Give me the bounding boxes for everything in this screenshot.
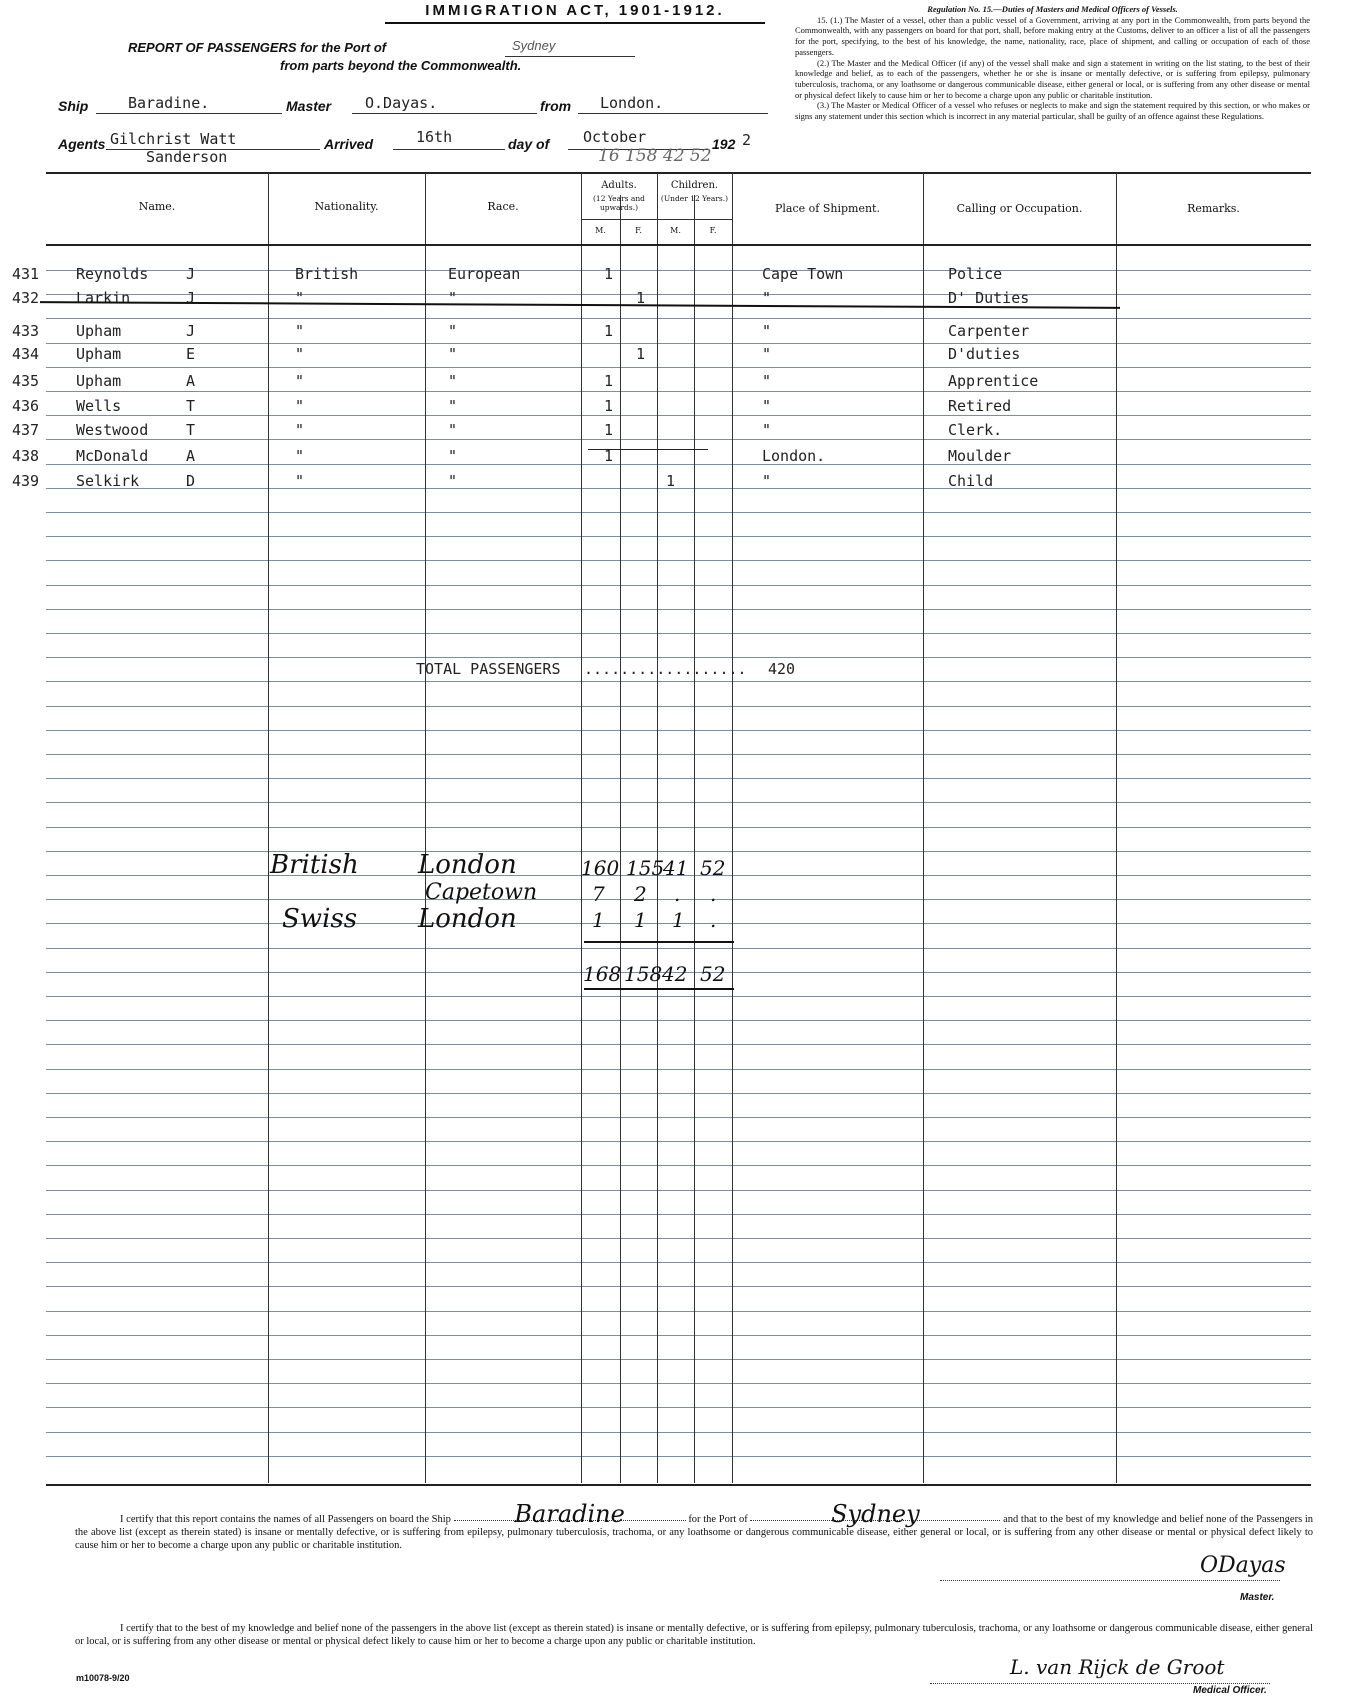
col-divider-nationality [425, 173, 426, 1483]
agents-field: Gilchrist Watt [110, 130, 237, 148]
place-of-shipment: " [762, 397, 772, 415]
day-of-label: day of [508, 136, 550, 152]
ruled-line [46, 1383, 1311, 1384]
header-children-sub: (Under 12 Years.) [660, 194, 729, 203]
year-suffix: 2 [742, 131, 752, 149]
ruled-line [46, 1165, 1311, 1166]
place-of-shipment: " [762, 372, 772, 390]
passenger-initial: T [186, 421, 196, 439]
row-number: 433 [12, 322, 40, 340]
passenger-nationality: " [295, 447, 305, 465]
ruled-line [46, 318, 1311, 319]
ruled-line [46, 439, 1311, 440]
passenger-race: " [448, 289, 458, 307]
port-field: Sydney [512, 38, 556, 53]
passenger-race: " [448, 397, 458, 415]
passenger-nationality: British [295, 265, 359, 283]
ruled-line [46, 415, 1311, 416]
arrived-label: Arrived [324, 136, 374, 152]
child-male-count: 1 [666, 472, 676, 490]
adult-male-count: 1 [604, 447, 614, 465]
passenger-initial: J [186, 265, 196, 283]
passenger-nationality: " [295, 397, 305, 415]
total-leader: .................. [584, 660, 747, 678]
summary-adult-female: 155 [626, 856, 665, 880]
agents-label: Agents [58, 136, 106, 152]
summary-child-female: . [710, 908, 717, 932]
header-children: Children. [670, 180, 719, 191]
master-cert-port-label: for the Port of [688, 1514, 748, 1525]
summary-adult-male: 160 [581, 856, 620, 880]
row-number: 431 [12, 265, 40, 283]
summary-total-adult-male: 168 [583, 962, 622, 986]
master-cert-intro: I certify that this report contains the names of all Passengers on board the Ship [120, 1514, 451, 1525]
passenger-race: " [448, 447, 458, 465]
row-number: 437 [12, 421, 40, 439]
adult-male-count: 1 [604, 265, 614, 283]
ruled-line [46, 464, 1311, 465]
col-divider-calling [1116, 173, 1117, 1483]
ruled-line [46, 585, 1311, 586]
ruled-line [46, 1432, 1311, 1433]
passenger-name: Westwood [76, 421, 149, 439]
medical-certificate [75, 1622, 1313, 1648]
passenger-initial: A [186, 447, 196, 465]
header-adults: Adults. [601, 180, 637, 191]
master-cert-body: and that to the best of my knowledge and belief none of the Passengers in the above list (except as therein stated) is insane or mentally defective, or is suffering from epilepsy, pulmonary tuberculosis, trachoma, or any loathsome or dangerous communicable disease, either general or local, or is suffering from any other disease or mental or physical defect likely to cause him or her to become a charge upon any public or charitable institution. [75, 1514, 1314, 1551]
ruled-line [46, 1069, 1311, 1070]
ruled-line [46, 1262, 1311, 1263]
occupation: Child [948, 472, 994, 490]
ship-field: Baradine. [128, 94, 210, 112]
ruled-line [46, 391, 1311, 392]
adult-male-count: 1 [604, 397, 614, 415]
passenger-initial: J [186, 322, 196, 340]
header-calling: Calling or Occupation. [956, 202, 1083, 215]
summary-place: London [418, 850, 517, 880]
master-label: Master [286, 98, 332, 114]
summary-total-adult-female: 158 [624, 962, 663, 986]
ruled-line [46, 948, 1311, 949]
passenger-nationality: " [295, 472, 305, 490]
from-field: London. [600, 94, 664, 112]
passenger-initial: T [186, 397, 196, 415]
passenger-race: " [448, 372, 458, 390]
ruled-line [46, 1044, 1311, 1045]
summary-sum-line [584, 941, 734, 943]
col-divider-race [581, 173, 582, 1483]
place-of-shipment: London. [762, 447, 826, 465]
summary-adult-female: 1 [634, 908, 647, 932]
passenger-name: Reynolds [76, 265, 149, 283]
summary-child-female: 52 [700, 856, 726, 880]
header-adults-sub: (12 Years and upwards.) [593, 194, 645, 212]
passenger-initial: E [186, 345, 196, 363]
ship-label: Ship [58, 98, 89, 114]
handwritten-totals-note: 16 158 42 52 [598, 146, 712, 166]
passenger-nationality: " [295, 289, 305, 307]
summary-adult-male: 7 [592, 882, 605, 906]
ruled-line [46, 270, 1311, 271]
ruled-line [46, 851, 1311, 852]
header-children-f: F. [709, 226, 717, 235]
medical-signature: L. van Rijck de Groot [1010, 1655, 1225, 1679]
passenger-race: " [448, 472, 458, 490]
from-label: from [540, 98, 572, 114]
row-number: 436 [12, 397, 40, 415]
ruled-line [46, 609, 1311, 610]
passenger-name: Wells [76, 397, 122, 415]
row-number: 439 [12, 472, 40, 490]
ruled-line [46, 367, 1311, 368]
month-field: October [583, 128, 647, 146]
summary-adult-male: 1 [592, 908, 605, 932]
summary-adult-female: 2 [634, 882, 647, 906]
passenger-race: European [448, 265, 521, 283]
form-code: m10078-9/20 [76, 1673, 130, 1683]
master-cert-ship: Baradine [454, 1508, 686, 1521]
passenger-nationality: " [295, 372, 305, 390]
ruled-line [46, 1335, 1311, 1336]
summary-child-female: . [710, 882, 717, 906]
passenger-name: Upham [76, 345, 122, 363]
header-remarks: Remarks. [1187, 202, 1240, 215]
master-signature-line [940, 1580, 1280, 1581]
master-signature: ODayas [1200, 1553, 1286, 1578]
occupation: D'duties [948, 345, 1021, 363]
regulation-para-2: (2.) The Master and the Medical Officer (if any) of the vessel shall make and sign a statement in writing on the list stating, to the best of their knowledge and belief, as to each of the passengers, whether he or she is insane or mentally defective, or is suffering from epilepsy, pulmonary tuberculosis, trachoma, or any loathsome or dangerous communicable disease, either general or local, or is suffering from any other disease or mental or physical defect likely to cause him or her to become a charge upon any public or charitable institution. [795, 57, 1310, 100]
passenger-initial: J [186, 289, 196, 307]
ruled-line [46, 294, 1311, 295]
col-divider-child-mf [694, 195, 695, 1483]
master-certificate [75, 1500, 1314, 1552]
header-name: Name. [138, 200, 176, 213]
header-place: Place of Shipment. [775, 202, 880, 215]
ruled-line [46, 633, 1311, 634]
ruled-line [46, 1407, 1311, 1408]
ruled-line [46, 730, 1311, 731]
ruled-line [46, 536, 1311, 537]
ruled-line [46, 1359, 1311, 1360]
row-number: 432 [12, 289, 40, 307]
place-of-shipment: " [762, 421, 772, 439]
ruled-line [46, 802, 1311, 803]
place-of-shipment: " [762, 345, 772, 363]
passenger-name: Selkirk [76, 472, 140, 490]
passenger-name: Upham [76, 322, 122, 340]
place-of-shipment: " [762, 289, 772, 307]
master-label: Master. [1240, 1592, 1275, 1603]
regulation-para-1: 15. (1.) The Master of a vessel, other than a public vessel of a Government, arriving at any port in the Commonwealth, from parts beyond the Commonwealth, with any passengers on board for that port, shall, before making entry at the Customs, deliver to an officer a list of all the passengers for the port, specifying, to the best of his knowledge, the name, nationality, race, place of shipment, and calling or occupation of each of those passengers. [795, 14, 1310, 57]
agents-field-line2: Sanderson [146, 148, 228, 166]
place-of-shipment: Cape Town [762, 265, 844, 283]
summary-place: London [418, 904, 517, 934]
ruled-line [46, 706, 1311, 707]
summary-child-male: 41 [663, 856, 689, 880]
act-title: IMMIGRATION ACT, 1901-1912. [385, 2, 765, 24]
passenger-race: " [448, 322, 458, 340]
ruled-line [46, 1311, 1311, 1312]
place-of-shipment: " [762, 322, 772, 340]
master-field: O.Dayas. [365, 94, 438, 112]
passenger-name: McDonald [76, 447, 149, 465]
total-label: TOTAL PASSENGERS [416, 660, 561, 678]
header-nationality: Nationality. [314, 200, 379, 213]
medical-officer-label: Medical Officer. [1193, 1685, 1267, 1696]
passenger-race: " [448, 345, 458, 363]
summary-total-underline [584, 988, 734, 990]
rule-under-adults [588, 449, 708, 450]
ruled-line [46, 657, 1311, 658]
row-number: 438 [12, 447, 40, 465]
passenger-race: " [448, 421, 458, 439]
adult-male-count: 1 [604, 372, 614, 390]
regulation-para-3: (3.) The Master or Medical Officer of a vessel who refuses or neglects to make and sign the statement required by this section, or who makes or signs any statement under this section which is incorrect in any material particular, shall be guilty of an offence against these Regulations. [795, 100, 1310, 122]
passenger-name: Upham [76, 372, 122, 390]
year-prefix: 192 [712, 136, 736, 152]
occupation: Clerk. [948, 421, 1003, 439]
ruled-line [46, 1190, 1311, 1191]
row-number: 435 [12, 372, 40, 390]
report-subtitle: from parts beyond the Commonwealth. [280, 58, 522, 73]
place-of-shipment: " [762, 472, 772, 490]
col-divider-children [732, 173, 733, 1483]
passenger-name: Larkin [76, 289, 131, 307]
ruled-line [46, 488, 1311, 489]
summary-child-male: . [674, 882, 681, 906]
ruled-line [46, 827, 1311, 828]
regulation-text [795, 4, 1310, 122]
arrived-day: 16th [416, 128, 453, 146]
ruled-line [46, 681, 1311, 682]
summary-total-child-female: 52 [700, 962, 726, 986]
header-adults-f: F. [635, 226, 642, 235]
summary-child-male: 1 [672, 908, 685, 932]
occupation: Moulder [948, 447, 1012, 465]
occupation: Retired [948, 397, 1012, 415]
ruled-line [46, 1238, 1311, 1239]
medical-signature-line [930, 1683, 1270, 1684]
ruled-line [46, 1141, 1311, 1142]
row-number: 434 [12, 345, 40, 363]
ruled-line [46, 778, 1311, 779]
occupation: Apprentice [948, 372, 1039, 390]
passenger-nationality: " [295, 322, 305, 340]
summary-place: Capetown [425, 880, 538, 905]
ruled-line [46, 512, 1311, 513]
total-value: 420 [768, 660, 796, 678]
ruled-line [46, 996, 1311, 997]
adult-female-count: 1 [636, 289, 646, 307]
passenger-nationality: " [295, 345, 305, 363]
ruled-line [46, 1093, 1311, 1094]
summary-total-child-male: 42 [662, 962, 688, 986]
adult-male-count: 1 [604, 322, 614, 340]
report-title: REPORT OF PASSENGERS for the Port of [128, 40, 387, 55]
header-children-m: M. [670, 226, 681, 235]
summary-nationality: Swiss [282, 904, 358, 934]
ruled-line [46, 1117, 1311, 1118]
adult-female-count: 1 [636, 345, 646, 363]
header-race: Race. [487, 200, 519, 213]
col-divider-adults [657, 173, 658, 1483]
ruled-line [46, 1286, 1311, 1287]
master-cert-port: Sydney [750, 1508, 1000, 1521]
passenger-initial: D [186, 472, 196, 490]
regulation-title: Regulation No. 15.—Duties of Masters and Medical Officers of Vessels. [927, 4, 1178, 14]
col-divider-place [923, 173, 924, 1483]
occupation: D' Duties [948, 289, 1030, 307]
occupation: Police [948, 265, 1003, 283]
ruled-line [46, 1020, 1311, 1021]
col-divider-name [268, 173, 269, 1483]
ruled-line [46, 754, 1311, 755]
passenger-initial: A [186, 372, 196, 390]
ruled-line [46, 1456, 1311, 1457]
passenger-nationality: " [295, 421, 305, 439]
adult-male-count: 1 [604, 421, 614, 439]
ruled-line [46, 343, 1311, 344]
col-divider-adult-mf [620, 195, 621, 1483]
occupation: Carpenter [948, 322, 1030, 340]
ruled-line [46, 560, 1311, 561]
header-adults-m: M. [595, 226, 606, 235]
medical-cert-body: I certify that to the best of my knowledge and belief none of the passengers in the above list (except as therein stated) is insane or mentally defective, or is suffering from epilepsy, pulmonary tuberculosis, trachoma, or any loathsome or dangerous communicable disease, either general or local, or is suffering from any other disease or mental or physical defect likely to cause him or her to become a charge upon any public or charitable institution. [75, 1623, 1313, 1647]
summary-nationality: British [270, 850, 359, 880]
ruled-line [46, 1214, 1311, 1215]
